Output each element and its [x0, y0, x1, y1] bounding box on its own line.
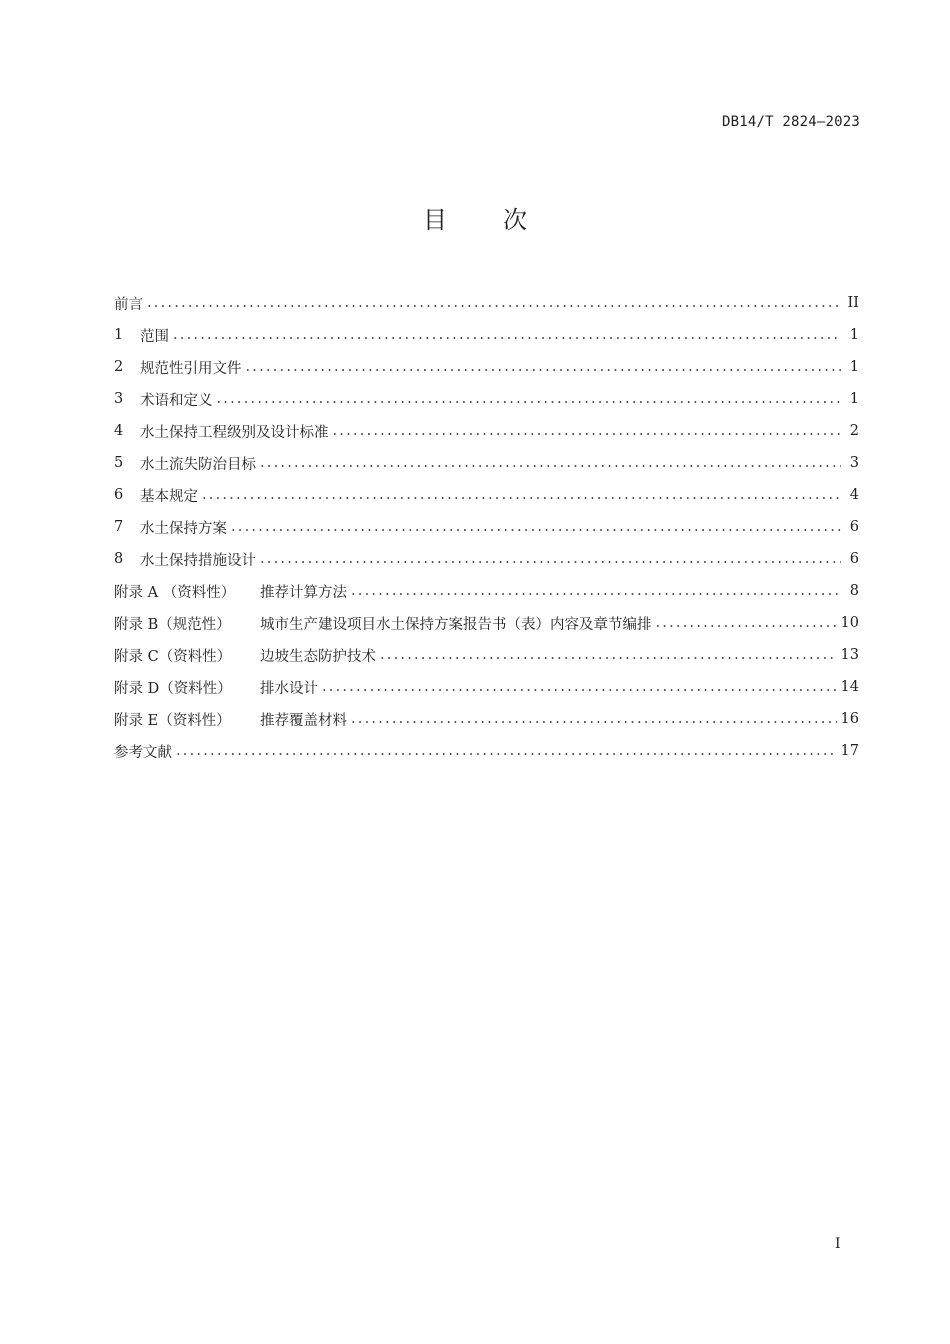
toc-label: 水土保持措施设计 — [140, 552, 256, 569]
toc-leader-dots — [333, 423, 842, 439]
toc-page-number: 1 — [849, 391, 859, 407]
toc-label: 参考文献 — [114, 744, 172, 761]
page-number: I — [835, 1236, 841, 1252]
toc-page-number: 8 — [849, 583, 859, 599]
page-title: 目次 — [423, 206, 583, 234]
toc-leader-dots — [351, 583, 841, 599]
toc-section-number: 8 — [114, 551, 124, 567]
toc-page-number: 3 — [849, 455, 859, 471]
toc-section-number: 5 — [114, 455, 124, 471]
toc-page-number: 1 — [849, 327, 859, 343]
toc-page-number: 6 — [849, 519, 859, 535]
toc-appendix-prefix: 附录 A （资料性） — [114, 584, 236, 601]
toc-section-number: 7 — [114, 519, 124, 535]
toc-row-3[interactable] — [114, 383, 859, 415]
toc-leader-dots — [147, 295, 841, 311]
toc-leader-dots — [351, 711, 837, 727]
toc-appendix-prefix: 附录 E（资料性） — [114, 712, 231, 729]
toc-row-7[interactable] — [114, 511, 859, 543]
toc-row-appendix-c[interactable] — [114, 639, 859, 671]
toc-label: 前言 — [114, 296, 143, 313]
toc-leader-dots — [176, 743, 837, 759]
toc-label: 术语和定义 — [140, 392, 213, 409]
toc-row-appendix-e[interactable] — [114, 703, 859, 735]
toc-label: 城市生产建设项目水土保持方案报告书（表）内容及章节编排 — [260, 616, 652, 633]
toc-page-number: II — [847, 295, 859, 311]
toc-row-appendix-d[interactable] — [114, 671, 859, 703]
toc-label: 水土流失防治目标 — [140, 456, 256, 473]
toc-label: 水土保持方案 — [140, 520, 227, 537]
toc-row-1[interactable] — [114, 319, 859, 351]
toc-leader-dots — [246, 359, 842, 375]
toc-leader-dots — [202, 487, 841, 503]
toc-appendix-prefix: 附录 C（资料性） — [114, 648, 232, 665]
toc-page-number: 13 — [840, 647, 859, 663]
toc-label: 水土保持工程级别及设计标准 — [140, 424, 329, 441]
toc-leader-dots — [217, 391, 842, 407]
toc-label: 范围 — [140, 328, 169, 345]
toc-label: 规范性引用文件 — [140, 360, 242, 377]
toc-page-number: 14 — [840, 679, 859, 695]
toc-row-4[interactable] — [114, 415, 859, 447]
toc-page-number: 16 — [840, 711, 859, 727]
toc-label: 排水设计 — [260, 680, 318, 697]
toc-label: 基本规定 — [140, 488, 198, 505]
document-code: DB14/T 2824—2023 — [721, 114, 860, 130]
toc-page-number: 1 — [849, 359, 859, 375]
toc-section-number: 6 — [114, 487, 124, 503]
table-of-contents — [114, 287, 859, 767]
toc-section-number: 4 — [114, 423, 124, 439]
toc-section-number: 3 — [114, 391, 124, 407]
toc-page-number: 10 — [840, 615, 859, 631]
toc-page-number: 6 — [849, 551, 859, 567]
toc-section-number: 2 — [114, 359, 124, 375]
toc-leader-dots — [260, 455, 841, 471]
toc-label: 推荐计算方法 — [260, 584, 347, 601]
toc-label: 边坡生态防护技术 — [260, 648, 376, 665]
toc-row-6[interactable] — [114, 479, 859, 511]
toc-section-number: 1 — [114, 327, 124, 343]
toc-label: 推荐覆盖材料 — [260, 712, 347, 729]
toc-row-5[interactable] — [114, 447, 859, 479]
toc-row-2[interactable] — [114, 351, 859, 383]
toc-page-number: 2 — [849, 423, 859, 439]
toc-appendix-prefix: 附录 B（规范性） — [114, 616, 231, 633]
toc-page-number: 17 — [840, 743, 859, 759]
toc-leader-dots — [173, 327, 841, 343]
toc-row-foreword[interactable] — [114, 287, 859, 319]
toc-leader-dots — [656, 615, 837, 631]
toc-row-8[interactable] — [114, 543, 859, 575]
toc-leader-dots — [322, 679, 837, 695]
toc-leader-dots — [231, 519, 841, 535]
toc-appendix-prefix: 附录 D（资料性） — [114, 680, 232, 697]
toc-page-number: 4 — [849, 487, 859, 503]
toc-leader-dots — [260, 551, 841, 567]
toc-row-appendix-a[interactable] — [114, 575, 859, 607]
toc-row-appendix-b[interactable] — [114, 607, 859, 639]
toc-row-references[interactable] — [114, 735, 859, 767]
toc-leader-dots — [380, 647, 837, 663]
